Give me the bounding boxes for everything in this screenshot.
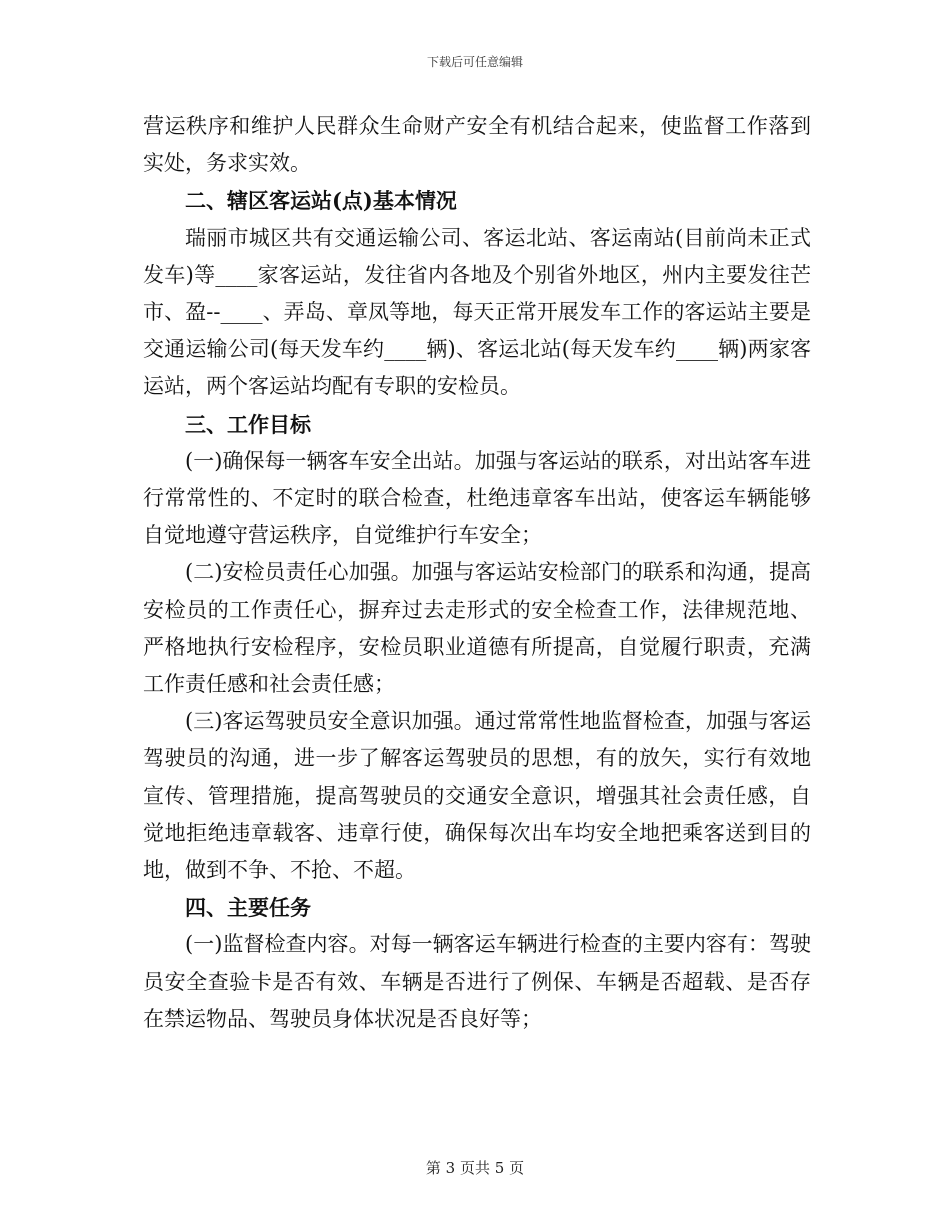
- section-heading-4: 四、主要任务: [185, 895, 311, 921]
- page-number: 第 3 页共 5 页: [425, 1159, 525, 1177]
- document-body: [143, 108, 811, 1038]
- paragraph-task-1: (一)监督检查内容。对每一辆客运车辆进行检查的主要内容有：驾驶员安全查验卡是否有效、车辆是否进行了例保、车辆是否超载、是否存在禁运物品、驾驶员身体状况是否良好等；: [143, 932, 811, 1031]
- paragraph-goal-1: (一)确保每一辆客车安全出站。加强与客运站的联系，对出站客车进行常常性的、不定时的联合检查，杜绝违章客车出站，使客运车辆能够自觉地遵守营运秩序，自觉维护行车安全；: [143, 448, 811, 548]
- paragraph-continuation: 营运秩序和维护人民群众生命财产安全有机结合起来，使监督工作落到实处，务求实效。: [143, 114, 811, 176]
- paragraph-goal-2: (二)安检员责任心加强。加强与客运站安检部门的联系和沟通，提高安检员的工作责任心，摒弃过去走形式的安全检查工作，法律规范地、严格地执行安检程序，安检员职业道德有所提高，自觉履行职责，充满工作责任感和社会责任感；: [143, 560, 811, 697]
- section-heading-2: 二、辖区客运站(点)基本情况: [185, 188, 457, 214]
- paragraph-goal-3: (三)客运驾驶员安全意识加强。通过常常性地监督检查，加强与客运驾驶员的沟通，进一步了解客运驾驶员的思想，有的放矢，实行有效地宣传、管理措施，提高驾驶员的交通安全意识，增强其社会责任感，自觉地拒绝违章载客、违章行使，确保每次出车均安全地把乘客送到目的地，做到不争、不抢、不超。: [143, 709, 811, 883]
- section-heading-3: 三、工作目标: [185, 411, 311, 437]
- paragraph-station-overview: 瑞丽市城区共有交通运输公司、客运北站、客运南站(目前尚未正式发车)等____家客运站，发往省内各地及个别省外地区，州内主要发往芒市、盈--____、弄岛、章凤等地，每天正常开展发车工作的客运站主要是交通运输公司(每天发车约____辆)、客运北站(每天发车约____辆)两家客运站，两个客运站均配有专职的安检员。: [143, 225, 811, 399]
- page-header: 下载后可任意编辑: [426, 55, 523, 69]
